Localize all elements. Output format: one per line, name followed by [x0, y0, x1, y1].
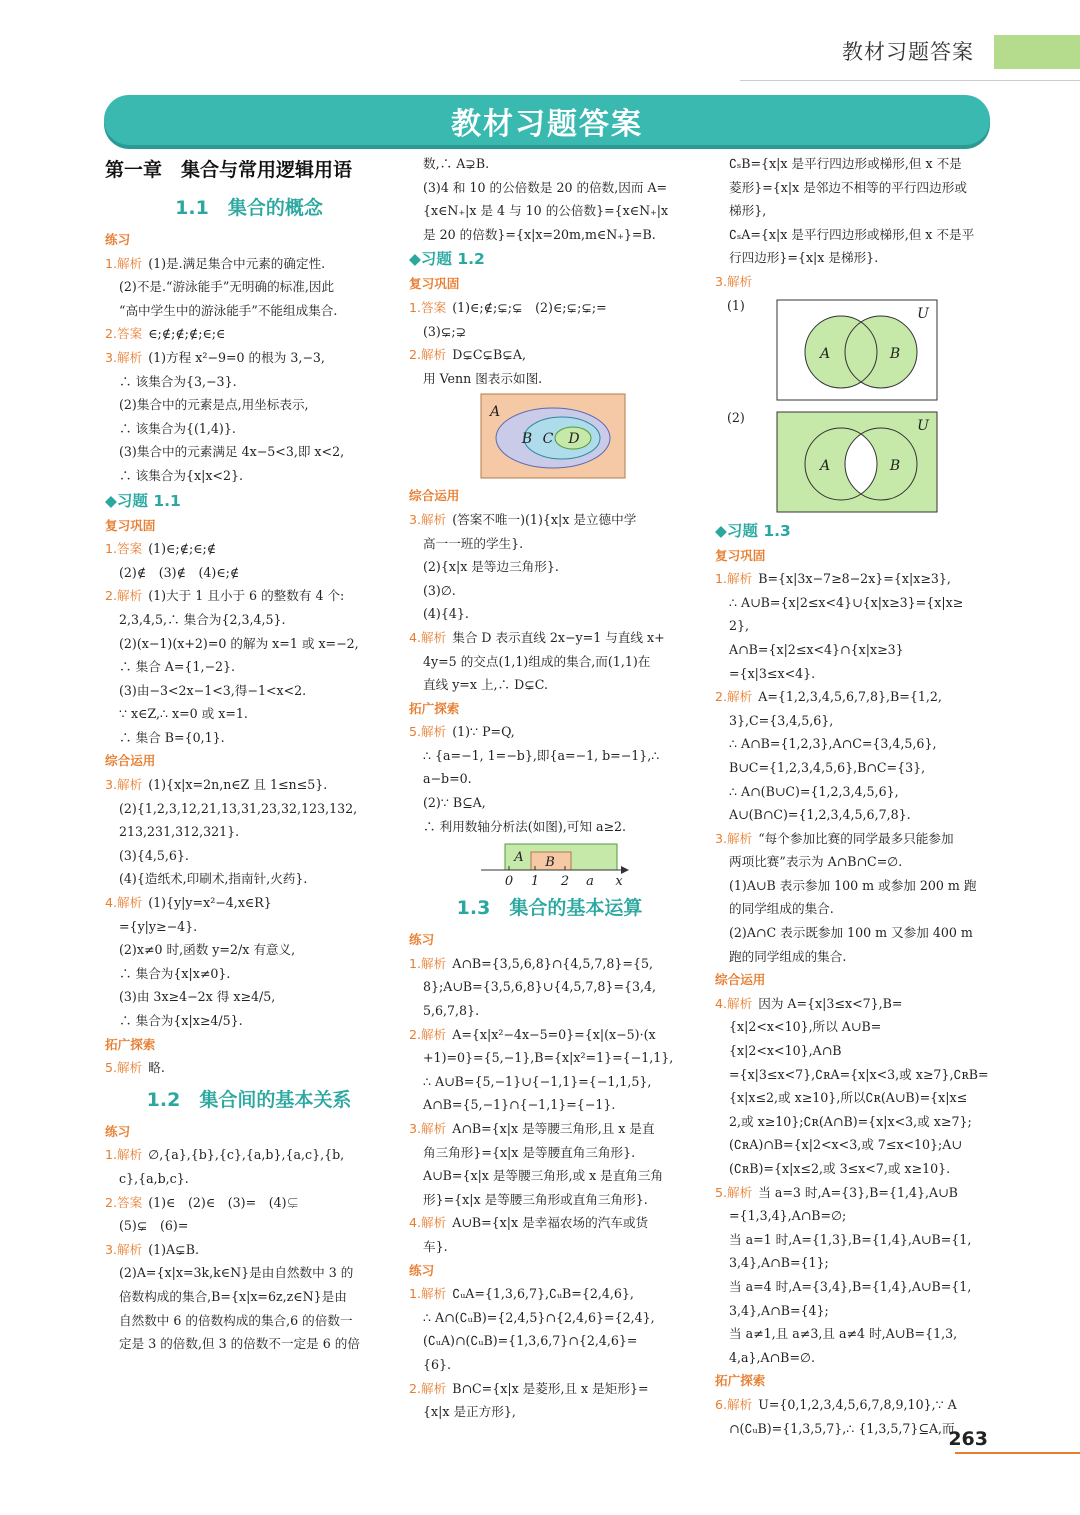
answer-line: ∴ A∪B={x|2≤x<4}∪{x|x≥3}={x|x≥ [729, 594, 964, 610]
answer-line: (2)集合中的元素是点,用坐标表示, [119, 397, 309, 413]
answer-text: 集合 D 表示直线 2x−y=1 与直线 x+ [452, 629, 665, 645]
answer-item [715, 827, 992, 851]
subheading: 综合运用 [715, 972, 766, 988]
venn1-label-c: C [542, 431, 554, 448]
answer-text: (1)方程 x²−9=0 的根为 3,−3, [148, 349, 325, 365]
answer-line: ∴ 该集合为{x|x<2}. [119, 467, 244, 483]
section-heading: 1.2 集合间的基本关系 [146, 1088, 352, 1111]
answer-line: 8};A∪B={3,5,6,8}∪{4,5,7,8}={3,4, [423, 979, 657, 995]
venn2-label-a: A [819, 345, 831, 362]
answer-line: 3},C={3,4,5,6}, [729, 712, 834, 728]
answer-line: ={y|y≥−4}. [119, 918, 198, 934]
answer-item [715, 567, 992, 591]
answer-item [409, 343, 690, 367]
answer-line: (2)x≠0 时,函数 y=2/x 有意义, [119, 942, 296, 958]
answer-line: ∴ 利用数轴分析法(如图),可知 a≥2. [423, 818, 627, 834]
venn2-caption: (1) [727, 297, 745, 313]
answer-line: c},{a,b,c}. [119, 1170, 189, 1186]
title-banner [104, 95, 990, 145]
answer-line: 213,231,312,321}. [119, 824, 240, 840]
axis-arrow [621, 866, 629, 874]
answer-text: “每个参加比赛的同学最多只能参加 [758, 830, 954, 846]
answer-line: 跑的同学组成的集合. [729, 948, 847, 964]
answer-line: ∴ A∪B={5,−1}∪{−1,1}={−1,1,5}, [423, 1073, 652, 1089]
answer-line: A∪(B∩C)={1,2,3,4,5,6,7,8}. [729, 807, 911, 823]
answer-line: 4y=5 的交点(1,1)组成的集合,而(1,1)在 [423, 653, 651, 669]
venn1-figure [409, 390, 690, 484]
answer-label: 2.答案 [105, 326, 143, 342]
answer-text: (1)∈;∉;∈;∉ [148, 541, 217, 557]
answer-text: A∪B={x|x 是幸福农场的汽车或货 [452, 1215, 649, 1231]
venn2-label-u: U [917, 305, 929, 322]
answer-label: 2.答案 [105, 1194, 143, 1210]
column-1 [105, 152, 393, 1356]
answer-text: (1)∈;∉;⊊;⊊ (2)∈;⊊;⊊;= [452, 299, 607, 315]
answer-label: 4.解析 [715, 995, 753, 1011]
answer-item [715, 685, 992, 709]
venn2-figure [715, 294, 992, 406]
answer-label: 4.解析 [105, 895, 143, 911]
answer-text: A={1,2,3,4,5,6,7,8},B={1,2, [758, 689, 942, 705]
answer-line: 2}, [729, 618, 750, 634]
answer-item [105, 584, 393, 608]
answer-line: ={x|3≤x<7},∁ʀA={x|x<3,或 x≥7},∁ʀB= [729, 1066, 989, 1082]
answer-label: 3.解析 [105, 777, 143, 793]
answer-line: ∴ 该集合为{3,−3}. [119, 373, 237, 389]
answer-item [105, 537, 393, 561]
answer-line: 形}={x|x 是等腰三角形或直角三角形}. [423, 1191, 648, 1207]
answer-text: A={x|x²−4x−5=0}={x|(x−5)·(x [452, 1026, 656, 1042]
venn2-label-b: B [889, 345, 901, 362]
answer-line: ∴ {a=−1, 1=−b},即{a=−1, b=−1},∴ a−b=0. [423, 747, 660, 787]
answer-line: 定是 3 的倍数,但 3 的倍数不一定是 6 的倍 [119, 1336, 360, 1352]
axis-svg [409, 838, 679, 888]
venn3-label-a: A [819, 457, 831, 474]
answer-text: (1)A⊊B. [148, 1241, 199, 1257]
answer-line: 直线 y=x 上,∴ D⊊C. [423, 677, 548, 693]
subheading: 复习巩固 [105, 517, 156, 533]
answer-text: A∩B={3,5,6,8}∩{4,5,7,8}={5, [452, 955, 653, 971]
column-2 [409, 152, 690, 1424]
answer-line: 高一一班的学生}. [423, 535, 524, 551]
answer-line: (3){4,5,6}. [119, 847, 189, 863]
answer-line: (2)A∩C 表示既参加 100 m 又参加 400 m [729, 925, 973, 941]
answer-text: (1){x|x=2n,n∈Z 且 1≤n≤5}. [148, 777, 328, 793]
banner-title: 教材习题答案 [451, 107, 643, 142]
answer-line: {x|x≤2,或 x≥10},所以∁ʀ(A∪B)={x|x≤ [729, 1090, 968, 1106]
answer-label: 2.解析 [105, 588, 143, 604]
running-title: 教材习题答案 [842, 40, 974, 64]
answer-line: ∁ₛB={x|x 是平行四边形或梯形,但 x 不是 [729, 156, 962, 171]
answer-line: (2){1,2,3,12,21,13,31,23,32,123,132, [119, 800, 358, 816]
answer-line: ∴ A∩(B∪C)={1,2,3,4,5,6}, [729, 783, 899, 799]
subheading: 练习 [105, 232, 131, 247]
answer-line: (2)(x−1)(x+2)=0 的解为 x=1 或 x=−2, [119, 635, 359, 651]
answer-line: ∴ A∩B={1,2,3},A∩C={3,4,5,6}, [729, 736, 937, 752]
venn1-svg [409, 390, 679, 484]
answer-line: 菱形}={x|x 是邻边不相等的平行四边形或 [729, 179, 967, 195]
answer-label: 6.解析 [715, 1396, 753, 1412]
answer-label: 1.解析 [105, 1147, 143, 1163]
answer-line: {x|2<x<10},所以 A∪B={x|2<x<10},A∩B [729, 1019, 882, 1059]
answer-line: A∩B={x|2≤x<4}∩{x|x≥3} [729, 641, 904, 657]
subheading: 综合运用 [105, 753, 156, 769]
answer-text: (1)大于 1 且小于 6 的整数有 4 个: [148, 588, 345, 604]
answer-label: 2.解析 [409, 1380, 447, 1396]
subheading: 复习巩固 [715, 547, 766, 563]
page-number: 263 [948, 1428, 988, 1450]
answer-label: 1.解析 [715, 571, 753, 587]
answer-label: 1.答案 [105, 541, 143, 557]
answer-text: D⊊C⊊B⊊A, [452, 347, 526, 363]
answer-line: (∁ʀA)∩B={x|2<x<3,或 7≤x<10};A∪ [729, 1137, 962, 1153]
answer-line: (2)A={x|x=3k,k∈N}是由自然数中 3 的 [119, 1265, 354, 1281]
axis-tick-label: 2 [560, 874, 570, 889]
answer-line: A∪B={x|x 是等腰三角形,或 x 是直角三角 [423, 1168, 664, 1184]
answer-line: 2,或 x≥10};∁ʀ(A∩B)={x|x<3,或 x≥7}; [729, 1113, 972, 1129]
venn3-caption: (2) [727, 409, 745, 425]
answer-item [105, 1143, 393, 1167]
answer-label: 3.解析 [409, 1121, 447, 1136]
answer-line: 4,a},A∩B=∅. [729, 1349, 815, 1365]
answer-line: ∴ 该集合为{(1,4)}. [119, 420, 236, 436]
answer-line: (3)由−3<2x−1<3,得−1<x<2. [119, 682, 307, 698]
answer-line: 2,3,4,5,∴ 集合为{2,3,4,5}. [119, 611, 286, 627]
answer-item [105, 252, 393, 276]
answer-item [409, 1282, 690, 1306]
column-3 [715, 152, 992, 1440]
answer-item [409, 720, 690, 744]
answer-item [105, 891, 393, 915]
answer-text: (1)∵ P=Q, [452, 724, 515, 740]
answer-item [715, 1393, 992, 1417]
answer-line: (1)A∪B 表示参加 100 m 或参加 200 m 跑 [729, 877, 977, 893]
answer-line: ={1,3,4},A∩B=∅; [729, 1208, 847, 1224]
answer-label: 1.解析 [409, 1286, 447, 1302]
answer-line: 当 a=4 时,A={3,4},B={1,4},A∪B={1, [729, 1278, 972, 1294]
answer-label: 3.解析 [715, 273, 753, 289]
answer-line: (3)由 3x≥4−2x 得 x≥4/5, [119, 989, 276, 1005]
answer-item [409, 1377, 690, 1401]
answer-line: 是 20 的倍数}={x|x=20m,m∈N₊}=B. [423, 226, 656, 242]
answer-label: 5.解析 [409, 724, 447, 740]
answer-line: 3,4},A∩B={4}; [729, 1302, 829, 1318]
answer-line: ∴ 集合为{x|x≠0}. [119, 965, 231, 981]
subheading: 拓广探索 [409, 700, 460, 716]
answer-item [105, 346, 393, 370]
page-number-underline [955, 1452, 1080, 1454]
answer-line: ∴ 集合 A={1,−2}. [119, 659, 236, 675]
axis-set-b-label: B [545, 855, 555, 871]
answer-item [105, 1056, 393, 1080]
answer-line: ={x|3≤x<4}. [729, 665, 816, 681]
axis-tick-label: 0 [504, 874, 514, 889]
answer-line: (3)⊊;⊋ [423, 323, 467, 339]
subheading: 综合运用 [409, 488, 460, 504]
subheading: 拓广探索 [715, 1373, 766, 1389]
answer-item [409, 1117, 690, 1141]
answer-item [409, 626, 690, 650]
answer-item [409, 952, 690, 976]
answer-label: 3.解析 [105, 1241, 143, 1257]
answer-line: 用 Venn 图表示如图. [423, 370, 543, 386]
answer-line: (3)集合中的元素满足 4x−5<3,即 x<2, [119, 444, 345, 460]
answer-line: (∁ᵤA)∩(∁ᵤB)={1,3,6,7}∩{2,4,6}= [423, 1333, 638, 1349]
answer-label: 1.解析 [105, 255, 143, 271]
answer-line: (2){x|x 是等边三角形}. [423, 559, 559, 575]
answer-line: 行四边形}={x|x 是梯形}. [729, 250, 879, 266]
header-divider [740, 80, 1080, 81]
subheading: 拓广探索 [105, 1036, 156, 1052]
answer-line: (2)∉ (3)∉ (4)∈;∉ [119, 564, 240, 580]
subheading: 练习 [409, 932, 435, 948]
answer-text: A∩B={x|x 是等腰三角形,且 x 是直 [452, 1121, 655, 1136]
answer-label: 4.解析 [409, 1215, 447, 1231]
answer-text: (1)是.满足集合中元素的确定性. [148, 255, 326, 271]
answer-label: 3.解析 [105, 349, 143, 365]
venn3-svg [715, 406, 985, 518]
answer-line: (2)∵ B⊆A, [423, 795, 486, 811]
answer-line: +1)=0}={5,−1},B={x|x²=1}={−1,1}, [423, 1050, 674, 1066]
answer-line: 倍数构成的集合,B={x|x=6z,z∈N}是由 [119, 1288, 347, 1304]
answer-item [105, 322, 393, 346]
axis-label-a: a [586, 874, 594, 889]
answer-line: (4){造纸术,印刷术,指南针,火药}. [119, 871, 308, 887]
answer-label: 4.解析 [409, 629, 447, 645]
axis-figure [409, 838, 690, 888]
answer-text: (1){y|y=x²−4,x∈R} [148, 895, 272, 911]
subheading: 复习巩固 [409, 276, 460, 292]
answer-line: ∵ x∈Z,∴ x=0 或 x=1. [119, 706, 248, 722]
answer-line: ∁ₛA={x|x 是平行四边形或梯形,但 x 不是平 [729, 226, 975, 242]
answer-line: 5,6,7,8}. [423, 1003, 480, 1019]
answer-line: (4){4}. [423, 606, 469, 622]
answer-line: ∴ 集合为{x|x≥4/5}. [119, 1013, 243, 1028]
answer-text: B∩C={x|x 是菱形,且 x 是矩形}= [452, 1380, 649, 1396]
answer-text: ∁ᵤA={1,3,6,7},∁ᵤB={2,4,6}, [452, 1286, 634, 1302]
venn3-label-b: B [889, 457, 901, 474]
section-heading: 1.3 集合的基本运算 [456, 897, 643, 920]
answer-item [105, 1191, 393, 1215]
answer-line: (5)⊊ (6)= [119, 1218, 189, 1234]
venn1-label-d: D [568, 431, 580, 448]
venn1-label-b: B [521, 431, 533, 448]
answer-line: “高中学生中的游泳能手”不能组成集合. [119, 302, 338, 318]
answer-item [409, 296, 690, 320]
chapter-heading: 第一章 集合与常用逻辑用语 [105, 159, 353, 181]
answer-text: ∈;∉;∉;∉;∈;∈ [148, 326, 226, 342]
answer-text: 略. [148, 1060, 165, 1076]
answer-text: U={0,1,2,3,4,5,6,7,8,9,10},∵ A [758, 1396, 957, 1412]
answer-line: (3)∅. [423, 582, 456, 598]
axis-label-x: x [615, 874, 623, 889]
answer-text: 当 a=3 时,A={3},B={1,4},A∪B [758, 1184, 958, 1200]
answer-line: 角三角形}={x|x 是等腰直角三角形}. [423, 1144, 636, 1160]
answer-line: 自然数中 6 的倍数构成的集合,6 的倍数一 [119, 1312, 353, 1328]
answer-line: ∴ A∩(∁ᵤB)={2,4,5}∩{2,4,6}={2,4}, [423, 1309, 655, 1325]
answer-item [409, 1023, 690, 1047]
answer-item [409, 1211, 690, 1235]
exercise-heading: ◆习题 1.3 [715, 521, 791, 540]
venn3-figure [715, 406, 992, 518]
answer-line: 梯形}, [729, 203, 767, 219]
answer-line: 当 a≠1,且 a≠3,且 a≠4 时,A∪B={1,3, [729, 1326, 958, 1342]
answer-line: (∁ʀB)={x|x≤2,或 3≤x<7,或 x≥10}. [729, 1161, 951, 1176]
answer-line: B∪C={1,2,3,4,5,6},B∩C={3}, [729, 759, 926, 775]
answer-line: 3,4},A∩B={1}; [729, 1255, 829, 1271]
answer-label: 2.解析 [409, 1026, 447, 1042]
answer-text: 因为 A={x|3≤x<7},B= [758, 995, 903, 1011]
section-heading: 1.1 集合的概念 [175, 197, 323, 219]
answer-line: {x|x 是正方形}, [423, 1404, 516, 1420]
exercise-heading: ◆习题 1.2 [409, 250, 485, 269]
answer-line: {6}. [423, 1356, 452, 1372]
venn1-label-a: A [489, 404, 501, 421]
answer-text: ∅,{a},{b},{c},{a,b},{a,c},{b, [148, 1147, 345, 1163]
answer-label: 3.解析 [409, 511, 447, 527]
answer-text: (1)∈ (2)∈ (3)= (4)⊊ [148, 1194, 300, 1210]
answer-line: ∩(∁ᵤB)={1,3,5,7},∴ {1,3,5,7}⊆A,而 [729, 1420, 955, 1436]
subheading: 练习 [409, 1262, 435, 1278]
answer-item [715, 270, 992, 294]
answer-line: 数,∴ A⊋B. [423, 156, 490, 171]
answer-item [409, 508, 690, 532]
header-color-bar [994, 35, 1080, 69]
answer-label: 5.解析 [715, 1184, 753, 1200]
answer-item [715, 992, 992, 1016]
exercise-heading: ◆习题 1.1 [105, 491, 181, 510]
answer-label: 2.解析 [715, 689, 753, 705]
axis-tick-label: 1 [530, 874, 540, 889]
answer-text: (答案不唯一)(1){x|x 是立德中学 [452, 511, 637, 527]
answer-line: 车}. [423, 1238, 448, 1254]
answer-line: (2)不是.“游泳能手”无明确的标准,因此 [119, 279, 335, 295]
answer-line: 两项比赛”表示为 A∩B∩C=∅. [729, 854, 903, 870]
answer-line: 当 a=1 时,A={1,3},B={1,4},A∪B={1, [729, 1231, 972, 1247]
venn2-svg [715, 294, 985, 406]
answer-item [105, 773, 393, 797]
answer-label: 5.解析 [105, 1060, 143, 1076]
answer-item [105, 1238, 393, 1262]
axis-set-a-label: A [514, 850, 524, 866]
answer-line: (3)4 和 10 的公倍数是 20 的倍数,因而 A= [423, 179, 668, 195]
answer-label: 2.解析 [409, 347, 447, 363]
answer-line: A∩B={5,−1}∩{−1,1}={−1}. [423, 1097, 616, 1113]
answer-text: B={x|3x−7≥8−2x}={x|x≥3}, [758, 571, 951, 587]
answer-line: {x∈N₊|x 是 4 与 10 的公倍数}={x∈N₊|x [423, 203, 669, 219]
answer-item [715, 1181, 992, 1205]
answer-line: ∴ 集合 B={0,1}. [119, 729, 225, 745]
answer-label: 3.解析 [715, 830, 753, 846]
answer-line: 的同学组成的集合. [729, 901, 834, 917]
answer-label: 1.解析 [409, 955, 447, 971]
venn3-label-u: U [917, 417, 929, 434]
answer-label: 1.答案 [409, 299, 447, 315]
subheading: 练习 [105, 1123, 131, 1139]
